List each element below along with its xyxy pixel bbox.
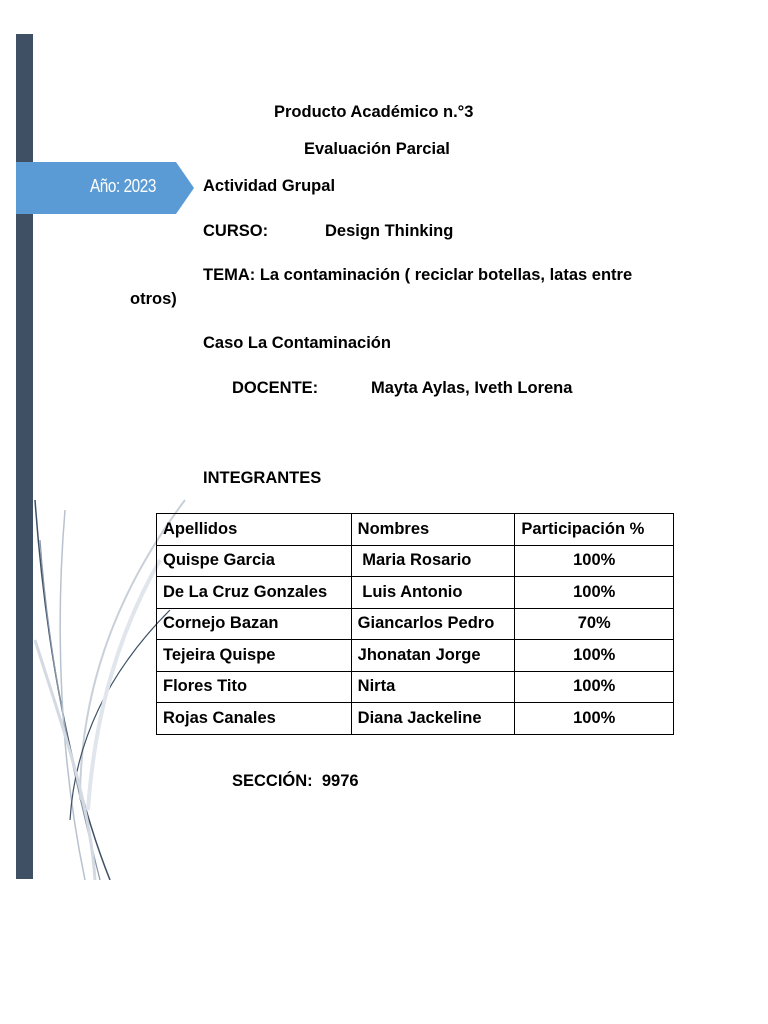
table-row xyxy=(157,703,674,735)
surname-cell: Cornejo Bazan xyxy=(157,608,352,640)
document-title: Producto Académico n.°3 xyxy=(274,103,474,121)
participation-cell: 70% xyxy=(515,608,674,640)
table-row xyxy=(157,640,674,672)
teacher-value: Mayta Aylas, Iveth Lorena xyxy=(371,379,573,397)
table-row xyxy=(157,608,674,640)
topic-line-1: TEMA: La contaminación ( reciclar botellas, latas entre xyxy=(203,266,633,284)
name-cell: Maria Rosario xyxy=(351,545,515,577)
topic-line-2: otros) xyxy=(130,290,177,308)
members-heading: INTEGRANTES xyxy=(203,469,322,487)
participation-cell: 100% xyxy=(515,671,674,703)
column-header: Participación % xyxy=(515,514,674,546)
members-table xyxy=(156,513,674,735)
name-cell: Nirta xyxy=(351,671,515,703)
activity-type: Actividad Grupal xyxy=(203,177,336,195)
year-label: Año: 2023 xyxy=(90,176,156,196)
surname-cell: Rojas Canales xyxy=(157,703,352,735)
participation-cell: 100% xyxy=(515,703,674,735)
table-row xyxy=(157,671,674,703)
course-value: Design Thinking xyxy=(325,222,454,240)
participation-cell: 100% xyxy=(515,545,674,577)
table-header-row xyxy=(157,514,674,546)
name-cell: Jhonatan Jorge xyxy=(351,640,515,672)
name-cell: Diana Jackeline xyxy=(351,703,515,735)
name-cell: Giancarlos Pedro xyxy=(351,608,515,640)
column-header: Nombres xyxy=(351,514,515,546)
surname-cell: Quispe Garcia xyxy=(157,545,352,577)
surname-cell: De La Cruz Gonzales xyxy=(157,577,352,609)
table-row xyxy=(157,545,674,577)
section-number: SECCIÓN: 9976 xyxy=(232,772,359,790)
table-row xyxy=(157,577,674,609)
name-cell: Luis Antonio xyxy=(351,577,515,609)
column-header: Apellidos xyxy=(157,514,352,546)
teacher-label: DOCENTE: xyxy=(232,379,319,397)
surname-cell: Flores Tito xyxy=(157,671,352,703)
participation-cell: 100% xyxy=(515,577,674,609)
course-label: CURSO: xyxy=(203,222,269,240)
participation-cell: 100% xyxy=(515,640,674,672)
surname-cell: Tejeira Quispe xyxy=(157,640,352,672)
document-subtitle: Evaluación Parcial xyxy=(304,140,450,158)
case-title: Caso La Contaminación xyxy=(203,334,391,352)
